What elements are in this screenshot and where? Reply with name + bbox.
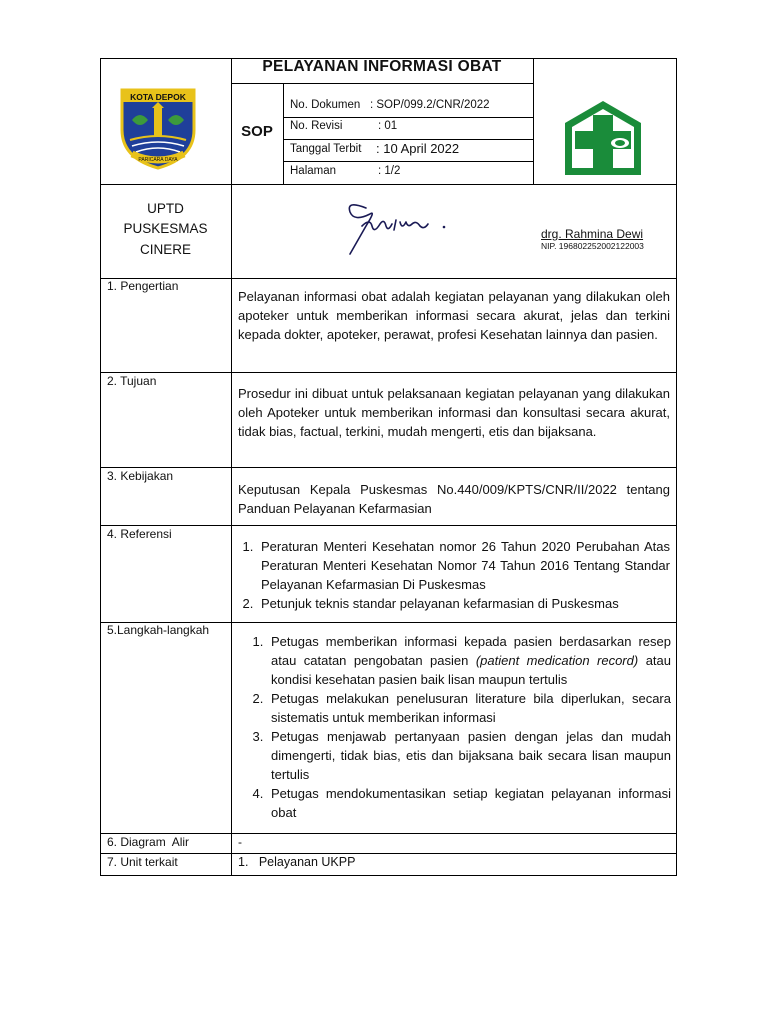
doc-number-value: : SOP/099.2/CNR/2022 — [370, 99, 490, 111]
logo-banner-text: KOTA DEPOK — [130, 92, 186, 102]
page-value: : 1/2 — [378, 165, 401, 177]
referensi-item: 1. Peraturan Menteri Kesehatan nomor 26 Tahun 2020 Perubahan Atas Peraturan Menteri Kesehatan Nomor 74 Tahun 2016 Tentang Standar Pelayanan Kefarmasian Di Puskesmas — [257, 537, 670, 594]
section-text-pengertian: Pelayanan informasi obat adalah kegiatan pelayanan yang dilakukan oleh apoteker untuk memberikan informasi secara akurat, jelas dan terkini kepada dokter, apoteker, perawat, profesi Kesehatan lainnya dan pasien. — [238, 289, 670, 342]
section-text-kebijakan: Keputusan Kepala Puskesmas No.440/009/KPTS/CNR/II/2022 tentang Panduan Pelayanan Kefarmasian — [238, 482, 670, 516]
document-title: PELAYANAN INFORMASI OBAT — [262, 58, 502, 75]
issue-date-label: Tanggal Terbit — [290, 143, 362, 155]
section-label-unit: 7. Unit terkait — [107, 855, 178, 869]
section-text-tujuan: Prosedur ini dibuat untuk pelaksanaan kegiatan pelayanan yang dilakukan oleh Apoteker untuk memberikan informasi dan konsultasi secara akurat, tidak bias, factual, terkini, mudah mengerti, etis dan bijaksana. — [238, 386, 670, 439]
langkah-step-1-text-end: atau kondisi kesehatan pasien baik lisan maupun tertulis — [271, 653, 671, 687]
langkah-step-1-text: Petugas memberikan informasi kepada pasien berdasarkan resep atau catatan pengobatan pasien — [271, 634, 671, 668]
kota-depok-logo — [118, 86, 198, 170]
section-list-referensi — [238, 537, 670, 613]
section-label-diagram: 6. Diagram Alir — [107, 835, 190, 849]
unit-name-line3: CINERE — [139, 242, 191, 257]
sop-label: SOP — [241, 123, 273, 140]
revision-value: : 01 — [378, 120, 398, 132]
langkah-step: 4. Petugas mendokumentasikan setiap kegiatan pelayanan informasi obat — [267, 784, 671, 822]
section-value-unit: 1. Pelayanan UKPP — [238, 855, 356, 869]
revision-label: No. Revisi — [290, 120, 343, 132]
section-list-langkah — [245, 632, 671, 822]
langkah-step-1-italic: (patient medication record) — [475, 653, 639, 668]
unit-name-line2: PUSKESMAS — [123, 221, 208, 236]
section-label-tujuan: 2. Tujuan — [107, 374, 157, 388]
langkah-step: 3. Petugas menjawab pertanyaan pasien dengan jelas dan mudah dimengerti, tidak bias, etis dan bijaksana baik secara lisan maupun tertulis — [267, 727, 671, 784]
section-value-diagram: - — [238, 835, 242, 849]
referensi-item: 2. Petunjuk teknis standar pelayanan kefarmasian di Puskesmas — [257, 594, 670, 613]
logo-motto-text: PARICARA DAYA — [138, 157, 178, 163]
puskesmas-logo — [561, 99, 645, 177]
doc-number-label: No. Dokumen — [290, 99, 361, 111]
unit-name-line1: UPTD — [147, 201, 184, 216]
section-label-kebijakan: 3. Kebijakan — [107, 469, 174, 483]
signature-image — [336, 196, 456, 258]
langkah-step — [267, 632, 671, 689]
signer-nip: NIP. 196802252002122003 — [541, 241, 644, 251]
signer-name: drg. Rahmina Dewi — [541, 227, 644, 241]
page-label: Halaman — [290, 165, 337, 177]
issue-date-value: : 10 April 2022 — [376, 141, 460, 156]
section-label-pengertian: 1. Pengertian — [107, 279, 179, 293]
langkah-step: 2. Petugas melakukan penelusuran literature bila diperlukan, secara sistematis untuk memberikan informasi — [267, 689, 671, 727]
section-label-langkah: 5.Langkah-langkah — [107, 623, 210, 637]
section-label-referensi: 4. Referensi — [107, 527, 172, 541]
